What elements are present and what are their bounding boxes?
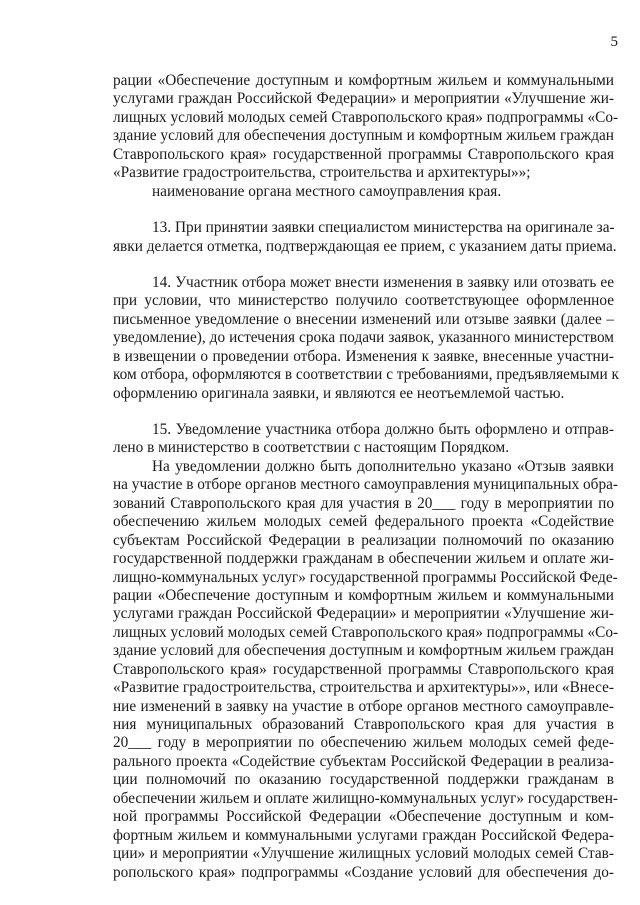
text-line: услугами граждан Российской Федерации» и мероприятии «Улучшение жи- <box>113 90 614 108</box>
text-line: государственной поддержки гражданам в обеспечении жильем и оплате жи- <box>113 550 614 568</box>
text-line: 13. При принятии заявки специалистом министерства на оригинале за- <box>152 219 615 237</box>
document-body <box>113 72 619 882</box>
text-line: наименование органа местного самоуправления края. <box>152 182 502 200</box>
text-line: лено в министерство в соответствии с настоящим Порядком. <box>113 439 510 457</box>
text-line: фортным жильем и коммунальными услугами граждан Российской Федера- <box>113 826 614 844</box>
text-line: 20___ году в мероприятии по обеспечению жильем молодых семей феде- <box>113 734 614 752</box>
text-line: лищных условий молодых семей Ставропольского края» подпрограммы «Со- <box>113 623 619 641</box>
text-line: «Развитие градостроительства, строительства и архитектуры»»; <box>113 164 531 182</box>
text-line: здание условий для обеспечения доступным и комфортным жильем граждан <box>113 127 614 145</box>
text-line: ком отбора, оформляются в соответствии с требованиями, предъявляемыми к <box>113 366 619 384</box>
text-line: при условии, что министерство получило соответствующее оформленное <box>113 292 614 310</box>
text-line: ния муниципальных образований Ставропольского края для участия в <box>113 716 614 733</box>
text-line: лищных условий молодых семей Ставропольского края» подпрограммы «Со- <box>113 108 619 126</box>
text-line: 14. Участник отбора может внести изменения в заявку или отозвать ее <box>152 273 614 291</box>
text-line: рального проекта «Содействие субъектам Российской Федерации в реализа- <box>113 752 614 770</box>
paragraph-continuation <box>113 72 619 183</box>
paragraph-item-13 <box>113 219 617 256</box>
text-line: в извещении о проведении отбора. Изменения к заявке, внесенные участни- <box>113 347 614 365</box>
paragraph-notice-requirements <box>113 457 619 882</box>
text-line: «Развитие градостроительства, строительства и архитектуры»», или «Внесе- <box>113 679 614 697</box>
text-line: зований Ставропольского края для участия в 20___ году в мероприятии по <box>113 494 614 512</box>
paragraph-authority-name <box>113 183 614 201</box>
page-number: 5 <box>610 34 618 50</box>
text-line: услугами граждан Российской Федерации» и мероприятии «Улучшение жи- <box>113 605 614 623</box>
text-line: рации «Обеспечение доступным и комфортным жильем и коммунальными <box>113 586 614 604</box>
text-line: субъектам Российской Федерации в реализации полномочий по оказанию <box>113 531 614 549</box>
text-line: ции полномочий по оказанию государственной поддержки гражданам в <box>113 771 614 789</box>
paragraph-item-15 <box>113 421 614 458</box>
text-line: уведомление), до истечения срока подачи заявок, указанного министерством <box>113 329 614 347</box>
text-line: 15. Уведомление участника отбора должно быть оформлено и отправ- <box>152 421 614 438</box>
text-line: обеспечении жильем и оплате жилищно-коммунальных услуг» государствен- <box>113 789 618 807</box>
text-line: ной программы Российской Федерации «Обеспечение доступным и ком- <box>113 808 614 826</box>
text-line: явки делается отметка, подтверждающая ее прием, с указанием даты приема. <box>113 237 617 255</box>
text-line: ропольского края» подпрограммы «Создание условий для обеспечения до- <box>113 863 614 881</box>
text-line: на участие в отборе органов местного самоуправления муниципальных обра- <box>113 476 618 494</box>
text-line: оформлению оригинала заявки, и являются ее неотъемлемой частью. <box>113 384 565 402</box>
text-line: На уведомлении должно быть дополнительно указано «Отзыв заявки <box>152 457 614 475</box>
text-line: обеспечению жильем молодых семей федерального проекта «Содействие <box>113 513 614 531</box>
text-line: здание условий для обеспечения доступным и комфортным жильем граждан <box>113 642 614 660</box>
text-line: лищно-коммунальных услуг» государственной программы Российской Феде- <box>113 568 618 586</box>
paragraph-item-14 <box>113 273 619 403</box>
text-line: Ставропольского края» государственной программы Ставропольского края <box>113 660 614 678</box>
text-line: ции» и мероприятии «Улучшение жилищных условий молодых семей Став- <box>113 845 614 863</box>
text-line: письменное уведомление о внесении изменений или отзыве заявки (далее – <box>113 310 614 328</box>
text-line: ние изменений в заявку на участие в отборе органов местного самоуправле- <box>113 697 614 715</box>
text-line: Ставропольского края» государственной программы Ставропольского края <box>113 145 614 163</box>
text-line: рации «Обеспечение доступным и комфортным жильем и коммунальными <box>113 72 614 89</box>
